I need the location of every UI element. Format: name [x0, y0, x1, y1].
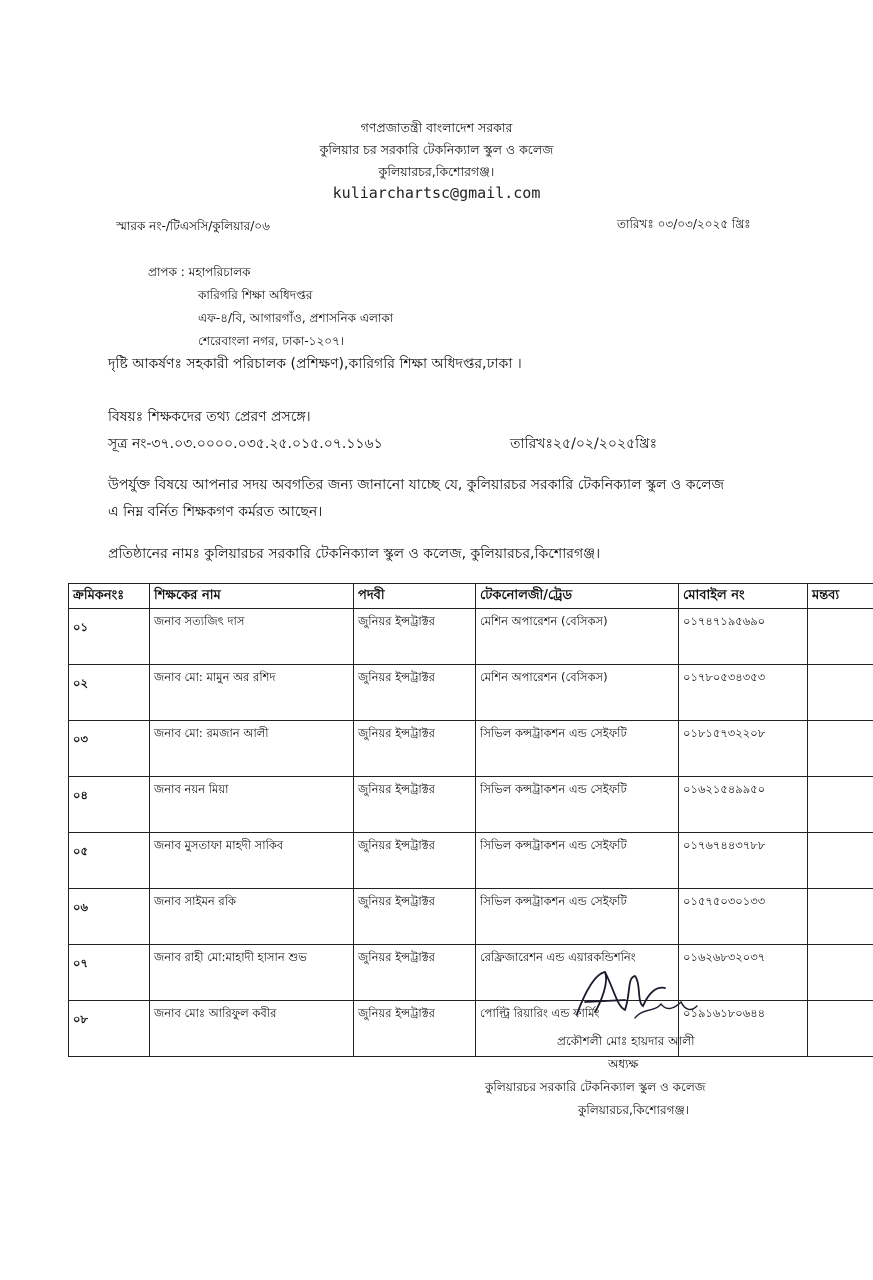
institution-location: কুলিয়ারচর,কিশোরগঞ্জ। [378, 164, 495, 179]
table-row [69, 833, 873, 889]
subject-line: বিষয়ঃ শিক্ষকদের তথ্য প্রেরণ প্রসঙ্গে। [108, 409, 311, 425]
cell-designation: জুনিয়র ইন্সট্রাক্টর [354, 721, 476, 777]
cell-name: জনাব সত্যজিৎ দাস [150, 609, 354, 665]
recipient-line-3: এফ-৪/বি, আগারগাঁও, প্রশাসনিক এলাকা [198, 311, 394, 325]
cell-mobile: ০১৯১৬১৮০৬৪৪ [679, 1001, 808, 1057]
recipient-line-1: প্রাপক : মহাপরিচালক [148, 265, 251, 279]
table-row [69, 889, 873, 945]
teachers-table [68, 583, 873, 1057]
cell-trade: সিভিল কন্সট্রাকশন এন্ড সেইফটি [476, 721, 679, 777]
cell-name: জনাব মো: মামুন অর রশিদ [150, 665, 354, 721]
header-designation: পদবী [354, 584, 476, 609]
cell-name: জনাব মুসতাফা মাহদী সাকিব [150, 833, 354, 889]
cell-remark [808, 721, 873, 777]
recipient-line-4: শেরেবাংলা নগর, ঢাকা-১২০৭। [198, 334, 345, 348]
cell-name: জনাব মোঃ আরিফুল কবীর [150, 1001, 354, 1057]
cell-serial: ০৮ [69, 1001, 150, 1057]
cell-serial: ০২ [69, 665, 150, 721]
cell-designation: জুনিয়র ইন্সট্রাক্টর [354, 889, 476, 945]
cell-designation: জুনিয়র ইন্সট্রাক্টর [354, 665, 476, 721]
cell-trade: মেশিন অপারেশন (বেসিকস) [476, 609, 679, 665]
cell-designation: জুনিয়র ইন্সট্রাক্টর [354, 777, 476, 833]
cell-mobile: ০১৬২৬৮৩২০৩৭ [679, 945, 808, 1001]
cell-trade: রেফ্রিজারেশন এন্ড এয়ারকন্ডিশনিং [476, 945, 679, 1001]
government-title: গণপ্রজাতন্ত্রী বাংলাদেশ সরকার [360, 120, 513, 135]
cell-name: জনাব রাহী মো:মাহাদী হাসান শুভ [150, 945, 354, 1001]
signatory-location: কুলিয়ারচর,কিশোরগঞ্জ। [578, 1103, 690, 1117]
institution-email: kuliarchartsc@gmail.com [332, 184, 541, 202]
source-date: তারিখঃ২৫/০২/২০২৫খ্রিঃ [510, 436, 658, 452]
cell-remark [808, 609, 873, 665]
cell-serial: ০৩ [69, 721, 150, 777]
cell-remark [808, 889, 873, 945]
signatory-name: প্রকৌশলী মোঃ হায়দার আলী [557, 1034, 695, 1048]
cell-mobile: ০১৭৮০৫৩৪৩৫৩ [679, 665, 808, 721]
header-trade: টেকনোলজী/ট্রেড [476, 584, 679, 609]
cell-mobile: ০১৫৭৫০৩০১৩৩ [679, 889, 808, 945]
body-line-2: এ নিম্ন বর্নিত শিক্ষকগণ কর্মরত আছেন। [108, 504, 323, 520]
table-row [69, 777, 873, 833]
cell-mobile: ০১৬২১৫৪৯৯৫০ [679, 777, 808, 833]
cell-remark [808, 945, 873, 1001]
cell-remark [808, 665, 873, 721]
cell-designation: জুনিয়র ইন্সট্রাক্টর [354, 1001, 476, 1057]
attention-line: দৃষ্টি আকর্ষণঃ সহকারী পরিচালক (প্রশিক্ষণ),কারিগরি শিক্ষা অধিদপ্তর,ঢাকা । [108, 356, 522, 372]
cell-remark [808, 777, 873, 833]
cell-serial: ০৪ [69, 777, 150, 833]
memo-date: তারিখঃ ০৩/০৩/২০২৫ খ্রিঃ [617, 217, 751, 231]
cell-serial: ০৬ [69, 889, 150, 945]
cell-name: জনাব নয়ন মিয়া [150, 777, 354, 833]
table-row [69, 665, 873, 721]
cell-name: জনাব সাইমন রকি [150, 889, 354, 945]
cell-designation: জুনিয়র ইন্সট্রাক্টর [354, 945, 476, 1001]
cell-serial: ০৭ [69, 945, 150, 1001]
header-serial: ক্রমিকনংঃ [69, 584, 150, 609]
cell-remark [808, 1001, 873, 1057]
signature-image [565, 962, 705, 1034]
header-remark: মন্তব্য [808, 584, 873, 609]
cell-serial: ০৫ [69, 833, 150, 889]
cell-name: জনাব মো: রমজান আলী [150, 721, 354, 777]
cell-mobile: ০১৭৬৭৪৪৩৭৮৮ [679, 833, 808, 889]
table-row [69, 609, 873, 665]
cell-mobile: ০১৮১৫৭৩২২০৮ [679, 721, 808, 777]
body-line-1: উপর্যুক্ত বিষয়ে আপনার সদয় অবগতির জন্য জানানো যাচ্ছে যে, কুলিয়ারচর সরকারি টেকনিক্যাল স্কুল ও কলেজ [108, 477, 725, 493]
cell-remark [808, 833, 873, 889]
signatory-title: অধ্যক্ষ [608, 1057, 639, 1071]
cell-mobile: ০১৭৪৭১৯৫৬৯০ [679, 609, 808, 665]
institution-name-line: প্রতিষ্ঠানের নামঃ কুলিয়ারচর সরকারি টেকনিক্যাল স্কুল ও কলেজ, কুলিয়ারচর,কিশোরগঞ্জ। [108, 546, 601, 562]
memo-reference: স্মারক নং-/টিএসসি/কুলিয়ার/০৬ [116, 219, 270, 233]
signatory-institution: কুলিয়ারচর সরকারি টেকনিক্যাল স্কুল ও কলেজ [485, 1080, 706, 1094]
cell-serial: ০১ [69, 609, 150, 665]
header-teacher-name: শিক্ষকের নাম [150, 584, 354, 609]
table-row [69, 945, 873, 1001]
header-mobile: মোবাইল নং [679, 584, 808, 609]
table-row [69, 1001, 873, 1057]
recipient-line-2: কারিগরি শিক্ষা অধিদপ্তর [198, 288, 313, 302]
source-reference: সূত্র নং-৩৭.০৩.০০০০.০৩৫.২৫.০১৫.০৭.১১৬১ [108, 436, 383, 452]
cell-trade: পোল্ট্রি রিয়ারিং এন্ড ফার্মিং [476, 1001, 679, 1057]
table-row [69, 721, 873, 777]
cell-trade: সিভিল কন্সট্রাকশন এন্ড সেইফটি [476, 833, 679, 889]
cell-designation: জুনিয়র ইন্সট্রাক্টর [354, 609, 476, 665]
table-header-row [69, 584, 873, 609]
cell-trade: সিভিল কন্সট্রাকশন এন্ড সেইফটি [476, 777, 679, 833]
cell-designation: জুনিয়র ইন্সট্রাক্টর [354, 833, 476, 889]
institution-title: কুলিয়ার চর সরকারি টেকনিক্যাল স্কুল ও কলেজ [319, 142, 554, 157]
cell-trade: মেশিন অপারেশন (বেসিকস) [476, 665, 679, 721]
cell-trade: সিভিল কন্সট্রাকশন এন্ড সেইফটি [476, 889, 679, 945]
